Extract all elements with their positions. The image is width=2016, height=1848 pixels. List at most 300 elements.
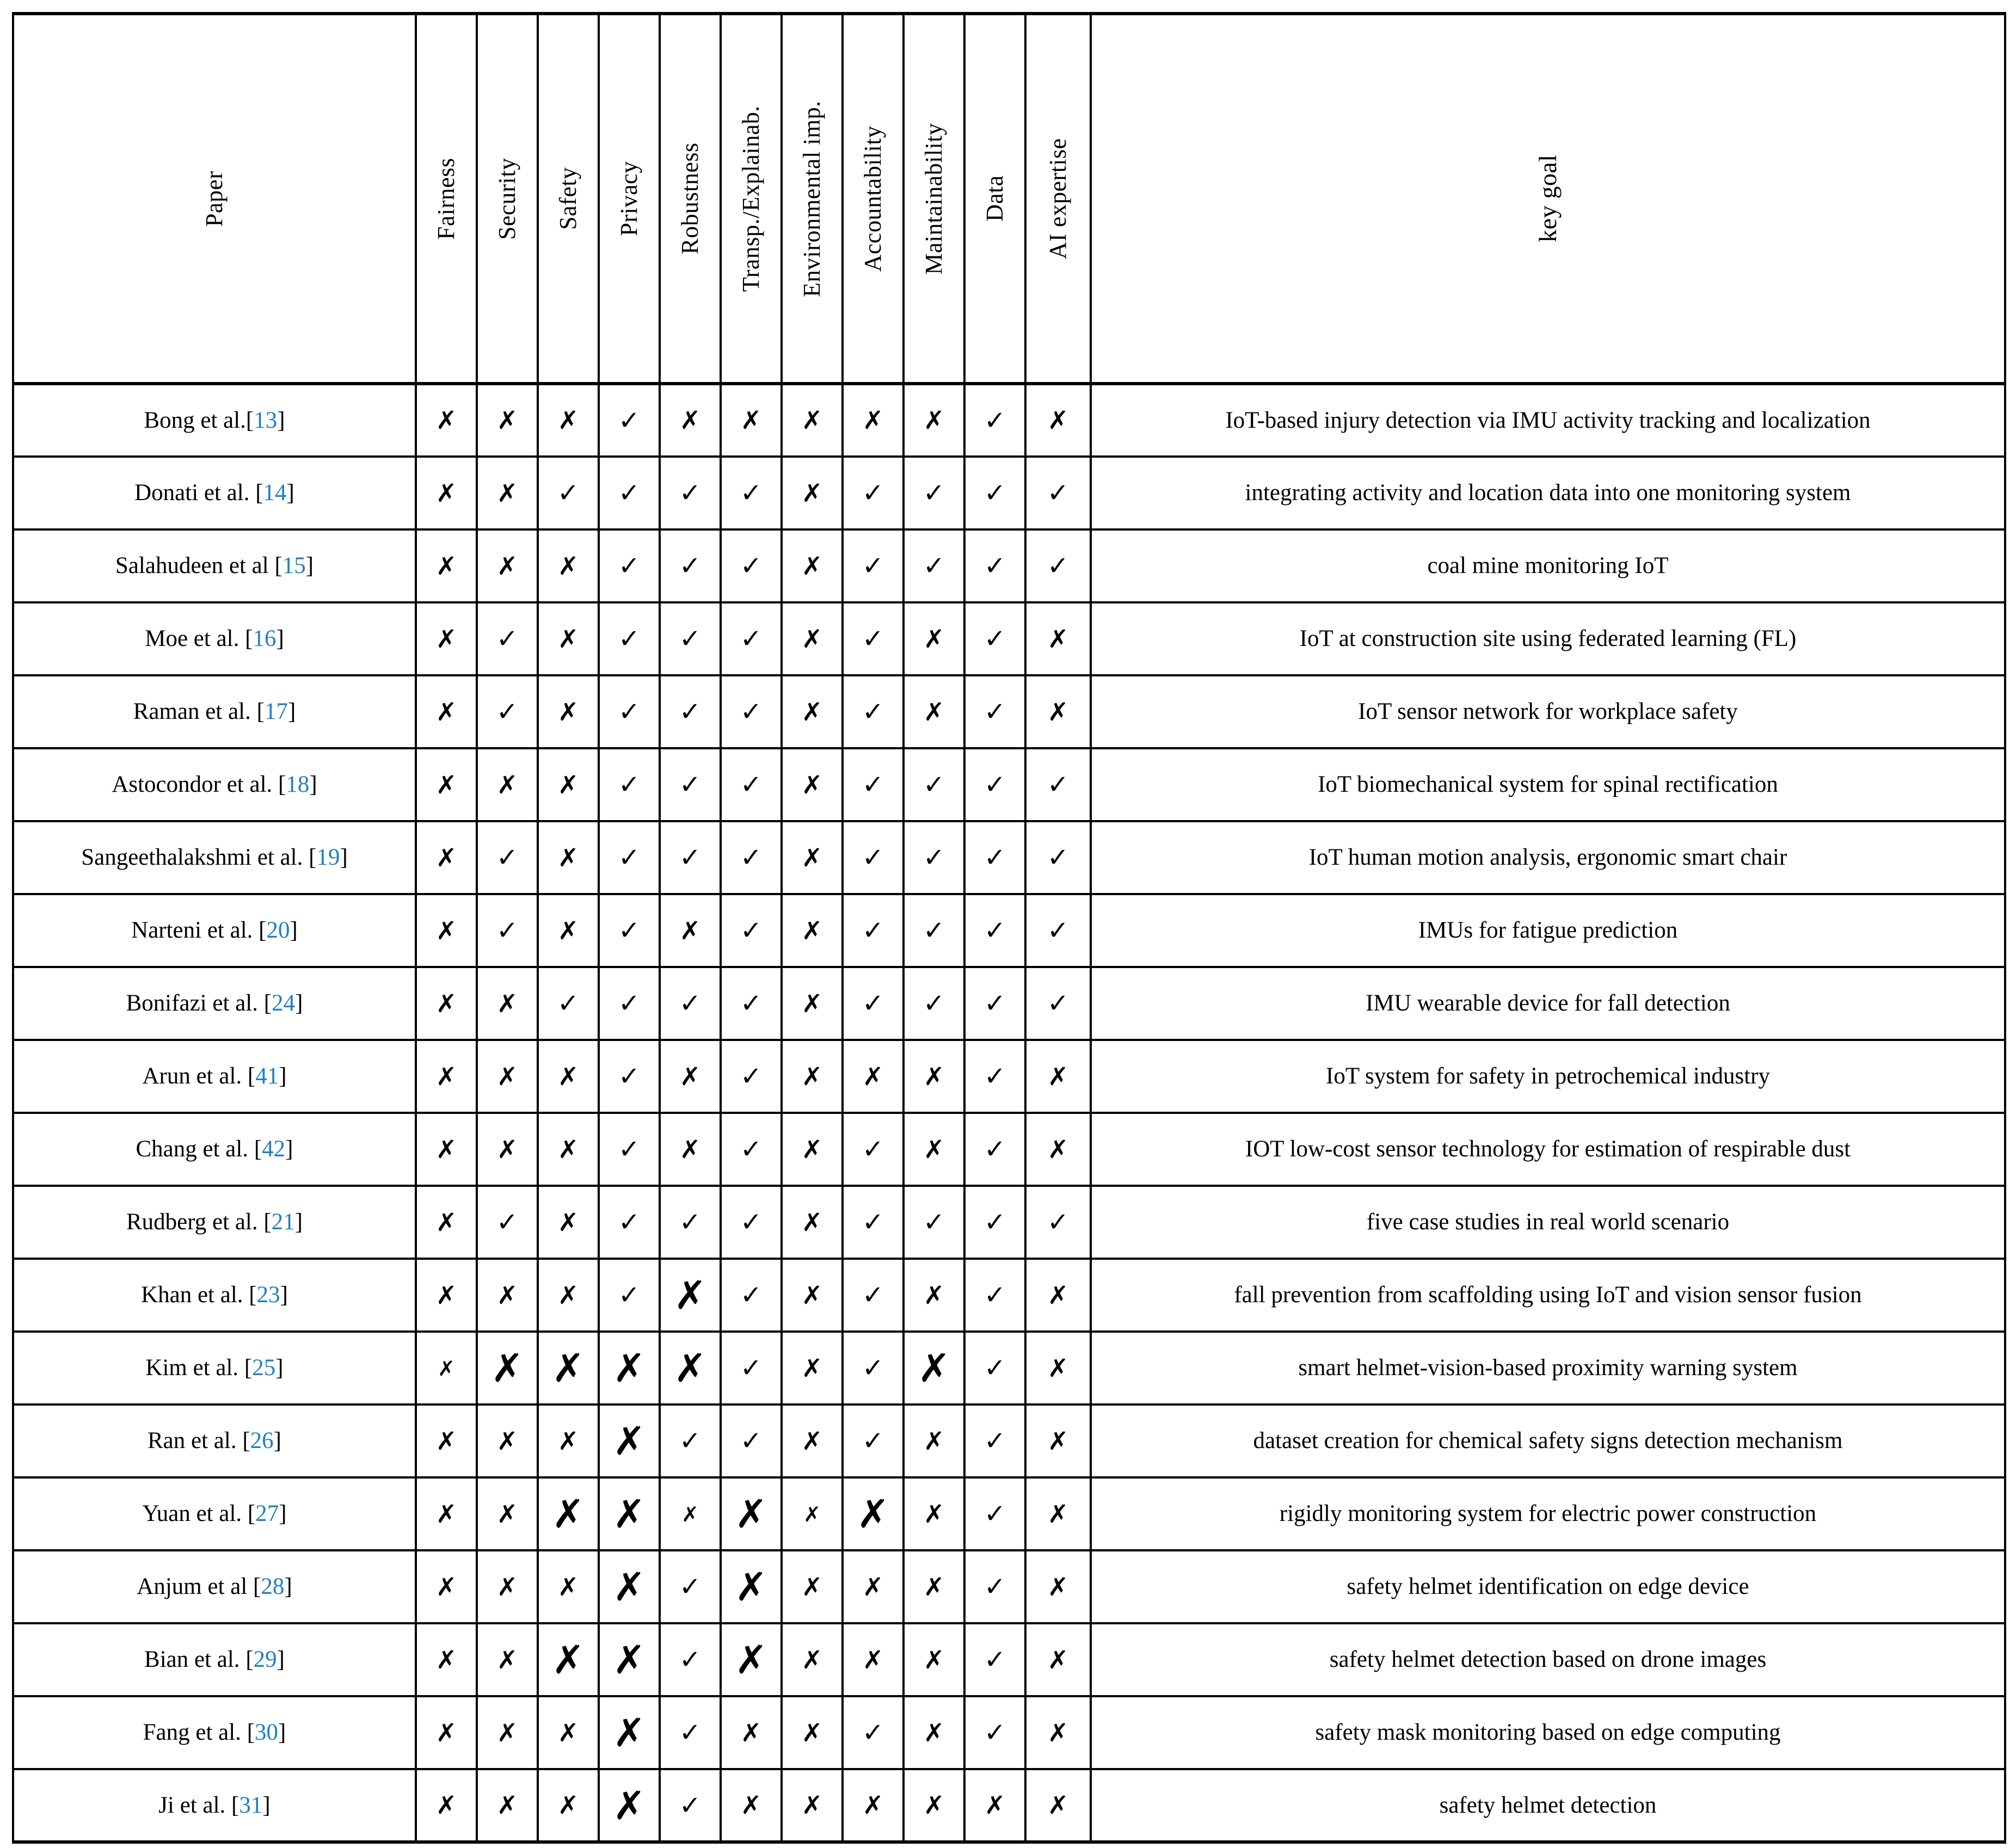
cross-cell (721, 1696, 782, 1769)
check-icon: ✓ (984, 769, 1006, 800)
paper-cell (13, 1696, 416, 1769)
check-cell (964, 384, 1025, 457)
check-cell (660, 1405, 721, 1477)
bracket-close: ] (294, 1209, 303, 1235)
check-cell (843, 967, 903, 1040)
cross-cell (599, 1696, 660, 1769)
check-icon: ✓ (923, 769, 945, 800)
check-cell (660, 1550, 721, 1623)
cross-cell (477, 457, 538, 529)
paper-author: Bian et al. (144, 1647, 246, 1673)
bracket-open: [ (278, 772, 286, 798)
table-row (13, 1186, 2005, 1259)
reference-link[interactable]: 13 (254, 407, 278, 433)
bracket-open: [ (274, 553, 282, 579)
check-cell (721, 675, 782, 748)
check-icon: ✓ (740, 1134, 763, 1165)
column-header-security-label: Security (494, 157, 520, 240)
cross-icon: ✗ (557, 624, 579, 654)
cross-icon: ✗ (496, 1572, 518, 1601)
cross-icon: ✗ (679, 405, 701, 435)
check-cell (721, 821, 782, 894)
check-cell (843, 748, 903, 821)
check-icon: ✓ (496, 697, 519, 727)
check-cell (964, 1186, 1025, 1259)
cross-icon: ✗ (496, 1426, 518, 1456)
bracket-open: [ (254, 1136, 262, 1162)
paper-cell (13, 821, 416, 894)
cross-cell (477, 1405, 538, 1477)
paper-cell (13, 1769, 416, 1842)
cross-icon: ✗ (803, 1502, 821, 1526)
table-row (13, 602, 2005, 675)
cross-cell (721, 1623, 782, 1696)
cross-icon: ✗ (435, 1790, 457, 1820)
cross-icon: ✗ (801, 624, 823, 654)
cross-icon: ✗ (923, 1717, 945, 1747)
check-icon: ✓ (496, 1207, 519, 1237)
check-cell (660, 967, 721, 1040)
cross-icon: ✗ (740, 1717, 762, 1747)
check-cell (964, 602, 1025, 675)
bracket-close: ] (309, 772, 317, 798)
cross-icon: ✗ (801, 1644, 823, 1674)
check-icon: ✓ (618, 478, 641, 508)
paper-author: Yuan et al. (142, 1501, 248, 1527)
reference-link[interactable]: 27 (255, 1501, 279, 1527)
cross-icon: ✗ (557, 1280, 579, 1310)
cross-icon: ✗ (1047, 1717, 1069, 1747)
reference-link[interactable]: 31 (239, 1792, 263, 1818)
cross-cell (721, 1769, 782, 1842)
reference-link[interactable]: 25 (252, 1355, 276, 1381)
check-cell (599, 748, 660, 821)
key-goal-cell: coal mine monitoring IoT (1091, 529, 2005, 602)
cross-icon: ✗ (496, 1134, 518, 1164)
cross-cell (782, 1623, 843, 1696)
cross-cell (477, 529, 538, 602)
cross-cell (416, 894, 477, 967)
cross-cell (903, 1623, 964, 1696)
cross-cell (964, 1769, 1025, 1842)
cross-icon: ✗ (612, 1637, 646, 1683)
cross-icon: ✗ (734, 1637, 768, 1683)
cross-cell (416, 1550, 477, 1623)
bracket-close: ] (295, 990, 303, 1017)
check-icon: ✓ (923, 551, 945, 581)
cross-cell (903, 1113, 964, 1186)
key-goal-cell: safety mask monitoring based on edge computing (1091, 1696, 2005, 1769)
cross-icon: ✗ (435, 1499, 457, 1529)
check-icon: ✓ (740, 624, 763, 654)
cross-icon: ✗ (862, 1644, 884, 1674)
paper-author: Narteni et al. (131, 917, 259, 944)
cross-cell (538, 1477, 599, 1550)
check-icon: ✓ (618, 1207, 641, 1237)
cross-icon: ✗ (435, 1280, 457, 1310)
check-cell (964, 1623, 1025, 1696)
column-header-environmental-impact (782, 14, 843, 384)
check-icon: ✓ (862, 769, 884, 800)
cross-cell (538, 1113, 599, 1186)
cross-icon: ✗ (1047, 1426, 1069, 1456)
cross-cell (599, 1405, 660, 1477)
cross-cell (477, 1550, 538, 1623)
column-header-accountability (843, 14, 903, 384)
table-row (13, 675, 2005, 748)
cross-icon: ✗ (496, 769, 518, 799)
cross-cell (538, 894, 599, 967)
paper-cell (13, 748, 416, 821)
bracket-open: [ (247, 1063, 256, 1089)
check-icon: ✓ (740, 915, 763, 946)
cross-cell (1025, 1332, 1091, 1405)
cross-icon: ✗ (557, 1717, 579, 1747)
cross-cell (843, 1477, 903, 1550)
check-cell (843, 1186, 903, 1259)
check-icon: ✓ (740, 1353, 763, 1383)
cross-cell (477, 1477, 538, 1550)
paper-cell (13, 1550, 416, 1623)
reference-link[interactable]: 24 (272, 990, 296, 1017)
check-icon: ✓ (740, 478, 763, 508)
cross-icon: ✗ (438, 1356, 455, 1381)
key-goal-cell: IoT human motion analysis, ergonomic smart chair (1091, 821, 2005, 894)
cross-cell (660, 894, 721, 967)
cross-cell (416, 1696, 477, 1769)
check-icon: ✓ (984, 551, 1006, 581)
key-goal-cell: smart helmet-vision-based proximity warning system (1091, 1332, 2005, 1405)
table-row (13, 1405, 2005, 1477)
paper-cell (13, 1332, 416, 1405)
cross-icon: ✗ (557, 1207, 579, 1237)
cross-icon: ✗ (1047, 1790, 1069, 1820)
check-cell (843, 675, 903, 748)
check-icon: ✓ (923, 478, 945, 508)
cross-cell (782, 457, 843, 529)
column-header-safety-label: Safety (555, 167, 581, 230)
cross-cell (416, 821, 477, 894)
reference-link[interactable]: 23 (256, 1282, 280, 1308)
reference-link[interactable]: 16 (253, 626, 276, 652)
cross-icon: ✗ (1047, 624, 1069, 654)
cross-cell (660, 1259, 721, 1332)
check-icon: ✓ (862, 697, 884, 727)
key-goal-cell: IMU wearable device for fall detection (1091, 967, 2005, 1040)
paper-cell (13, 1405, 416, 1477)
cross-icon: ✗ (801, 1717, 823, 1747)
cross-cell (843, 1550, 903, 1623)
cross-icon: ✗ (557, 769, 579, 799)
cross-cell (1025, 1550, 1091, 1623)
table-row (13, 1769, 2005, 1842)
bracket-open: [ (253, 1574, 261, 1600)
check-icon: ✓ (496, 915, 519, 946)
bracket-close: ] (290, 917, 298, 944)
cross-icon: ✗ (496, 405, 518, 435)
check-icon: ✓ (679, 551, 702, 581)
cross-icon: ✗ (923, 1572, 945, 1601)
check-cell (721, 1113, 782, 1186)
cross-icon: ✗ (435, 769, 457, 799)
check-icon: ✓ (740, 1061, 763, 1092)
cross-cell (660, 1113, 721, 1186)
bracket-open: [ (263, 1209, 272, 1235)
column-header-robustness (660, 14, 721, 384)
check-icon: ✓ (557, 988, 580, 1019)
bracket-close: ] (262, 1792, 271, 1818)
cross-icon: ✗ (557, 1134, 579, 1164)
cross-icon: ✗ (1047, 1061, 1069, 1091)
cross-cell (903, 1550, 964, 1623)
cross-cell (538, 602, 599, 675)
cross-icon: ✗ (856, 1491, 890, 1537)
check-cell (843, 602, 903, 675)
bracket-open: [ (247, 1501, 256, 1527)
cross-cell (416, 457, 477, 529)
cross-cell (416, 1113, 477, 1186)
cross-icon: ✗ (435, 1717, 457, 1747)
check-icon: ✓ (618, 1280, 641, 1310)
cross-cell (477, 748, 538, 821)
check-cell (1025, 821, 1091, 894)
cross-cell (477, 384, 538, 457)
cross-cell (538, 1769, 599, 1842)
cross-cell (782, 1113, 843, 1186)
check-icon: ✓ (862, 1426, 884, 1456)
cross-cell (599, 1769, 660, 1842)
reference-link[interactable]: 42 (262, 1136, 286, 1162)
cross-icon: ✗ (801, 915, 823, 945)
reference-link[interactable]: 28 (261, 1574, 285, 1600)
check-cell (660, 529, 721, 602)
bracket-close: ] (277, 407, 285, 433)
cross-icon: ✗ (1047, 1134, 1069, 1164)
cross-cell (782, 1259, 843, 1332)
cross-icon: ✗ (862, 1572, 884, 1601)
cross-cell (782, 748, 843, 821)
cross-cell (538, 1259, 599, 1332)
check-icon: ✓ (1047, 988, 1070, 1019)
check-icon: ✓ (679, 1572, 702, 1602)
paper-cell (13, 1259, 416, 1332)
cross-icon: ✗ (679, 1134, 701, 1164)
paper-author: Anjum et al (137, 1574, 254, 1600)
cross-cell (843, 1623, 903, 1696)
bracket-open: [ (245, 407, 254, 433)
reference-link[interactable]: 19 (316, 845, 340, 871)
check-icon: ✓ (740, 988, 763, 1019)
cross-icon: ✗ (435, 551, 457, 581)
cross-icon: ✗ (917, 1345, 951, 1391)
cross-cell (416, 1405, 477, 1477)
check-icon: ✓ (862, 988, 884, 1019)
check-cell (538, 967, 599, 1040)
cross-icon: ✗ (923, 1061, 945, 1091)
check-icon: ✓ (984, 915, 1006, 946)
check-icon: ✓ (862, 1280, 884, 1310)
table-row (13, 1113, 2005, 1186)
bracket-open: [ (244, 1355, 253, 1381)
column-header-maintainability-label: Maintainability (920, 122, 947, 275)
cross-cell (1025, 1113, 1091, 1186)
cross-icon: ✗ (862, 1790, 884, 1820)
cross-cell (903, 1477, 964, 1550)
paper-author: Khan et al. (141, 1282, 249, 1308)
check-icon: ✓ (679, 1426, 702, 1456)
table-row (13, 1477, 2005, 1550)
cross-icon: ✗ (1047, 697, 1069, 726)
check-cell (599, 529, 660, 602)
check-icon: ✓ (984, 1426, 1006, 1456)
check-cell (721, 748, 782, 821)
check-icon: ✓ (679, 624, 702, 654)
check-cell (843, 529, 903, 602)
cross-cell (477, 1040, 538, 1113)
table-row (13, 529, 2005, 602)
reference-link[interactable]: 14 (263, 480, 287, 506)
reference-link[interactable]: 41 (255, 1063, 279, 1089)
check-icon: ✓ (679, 1644, 702, 1675)
column-header-paper-label: Paper (201, 170, 228, 227)
reference-link[interactable]: 21 (271, 1209, 295, 1235)
check-cell (964, 457, 1025, 529)
column-header-environmental-impact-label: Environmental imp. (798, 100, 825, 297)
bracket-close: ] (286, 480, 294, 506)
bracket-open: [ (242, 1428, 250, 1454)
check-icon: ✓ (679, 769, 702, 800)
column-header-key-goal (1091, 14, 2005, 384)
check-icon: ✓ (679, 1790, 702, 1821)
key-goal-cell: IoT system for safety in petrochemical industry (1091, 1040, 2005, 1113)
paper-author: Fang et al. (143, 1720, 247, 1746)
column-header-safety (538, 14, 599, 384)
reference-link[interactable]: 20 (266, 917, 290, 944)
key-goal-cell: safety helmet identification on edge device (1091, 1550, 2005, 1623)
reference-link[interactable]: 30 (255, 1720, 279, 1746)
cross-icon: ✗ (801, 988, 823, 1018)
table-body (13, 384, 2005, 1842)
cross-cell (903, 1769, 964, 1842)
cross-icon: ✗ (1047, 1353, 1069, 1383)
cross-icon: ✗ (612, 1491, 646, 1537)
cross-icon: ✗ (435, 915, 457, 945)
cross-cell (1025, 602, 1091, 675)
cross-cell (660, 384, 721, 457)
cross-cell (416, 1623, 477, 1696)
cross-icon: ✗ (801, 1426, 823, 1456)
cross-icon: ✗ (435, 405, 457, 435)
cross-cell (538, 821, 599, 894)
cross-cell (599, 1623, 660, 1696)
check-icon: ✓ (984, 1572, 1006, 1602)
key-goal-cell: five case studies in real world scenario (1091, 1186, 2005, 1259)
check-cell (660, 675, 721, 748)
cross-cell (721, 1477, 782, 1550)
check-icon: ✓ (862, 915, 884, 946)
reference-link[interactable]: 15 (282, 553, 306, 579)
check-cell (721, 967, 782, 1040)
check-icon: ✓ (984, 1061, 1006, 1092)
check-cell (964, 1405, 1025, 1477)
bracket-close: ] (340, 845, 348, 871)
cross-icon: ✗ (557, 405, 579, 435)
cross-icon: ✗ (801, 697, 823, 726)
column-header-accountability-label: Accountability (859, 125, 886, 272)
check-icon: ✓ (618, 1061, 641, 1092)
cross-cell (1025, 1040, 1091, 1113)
column-header-transparency-label: Transp./Explainab. (737, 105, 764, 292)
check-cell (843, 821, 903, 894)
check-icon: ✓ (679, 697, 702, 727)
bracket-close: ] (279, 1063, 287, 1089)
key-goal-cell: IoT biomechanical system for spinal rectification (1091, 748, 2005, 821)
cross-icon: ✗ (435, 1134, 457, 1164)
cross-icon: ✗ (923, 1790, 945, 1820)
reference-link[interactable]: 29 (253, 1647, 277, 1673)
check-icon: ✓ (984, 988, 1006, 1019)
cross-icon: ✗ (557, 915, 579, 945)
cross-icon: ✗ (490, 1345, 524, 1391)
cross-cell (599, 1477, 660, 1550)
check-cell (477, 821, 538, 894)
paper-author: Bong et al. (144, 407, 246, 433)
cross-icon: ✗ (612, 1418, 646, 1464)
cross-icon: ✗ (801, 1207, 823, 1237)
check-cell (1025, 529, 1091, 602)
cross-cell (477, 1623, 538, 1696)
reference-link[interactable]: 18 (286, 772, 310, 798)
check-cell (903, 529, 964, 602)
cross-icon: ✗ (496, 1790, 518, 1820)
check-icon: ✓ (984, 1353, 1006, 1383)
bracket-close: ] (305, 553, 314, 579)
cross-icon: ✗ (557, 1061, 579, 1091)
reference-link[interactable]: 17 (264, 699, 288, 725)
check-icon: ✓ (923, 915, 945, 946)
bracket-close: ] (279, 1501, 287, 1527)
cross-cell (782, 1332, 843, 1405)
cross-cell (538, 1040, 599, 1113)
cross-cell (903, 1259, 964, 1332)
cross-cell (538, 1405, 599, 1477)
check-cell (964, 1040, 1025, 1113)
check-cell (843, 1696, 903, 1769)
table-row (13, 1332, 2005, 1405)
table-row (13, 1696, 2005, 1769)
cross-icon: ✗ (801, 1134, 823, 1164)
check-icon: ✓ (862, 1134, 884, 1165)
reference-link[interactable]: 26 (250, 1428, 274, 1454)
check-icon: ✓ (740, 697, 763, 727)
cross-cell (903, 675, 964, 748)
column-header-ai-expertise-label: AI expertise (1044, 138, 1071, 260)
column-header-maintainability (903, 14, 964, 384)
check-cell (660, 748, 721, 821)
cross-icon: ✗ (496, 551, 518, 581)
table-row (13, 1040, 2005, 1113)
cross-cell (903, 1405, 964, 1477)
cross-cell (782, 602, 843, 675)
cross-icon: ✗ (435, 1061, 457, 1091)
cross-cell (416, 675, 477, 748)
cross-icon: ✗ (801, 1790, 823, 1820)
cross-icon: ✗ (801, 1280, 823, 1310)
bracket-close: ] (285, 1136, 293, 1162)
cross-icon: ✗ (1047, 1572, 1069, 1601)
cross-icon: ✗ (612, 1345, 646, 1391)
cross-cell (782, 1550, 843, 1623)
